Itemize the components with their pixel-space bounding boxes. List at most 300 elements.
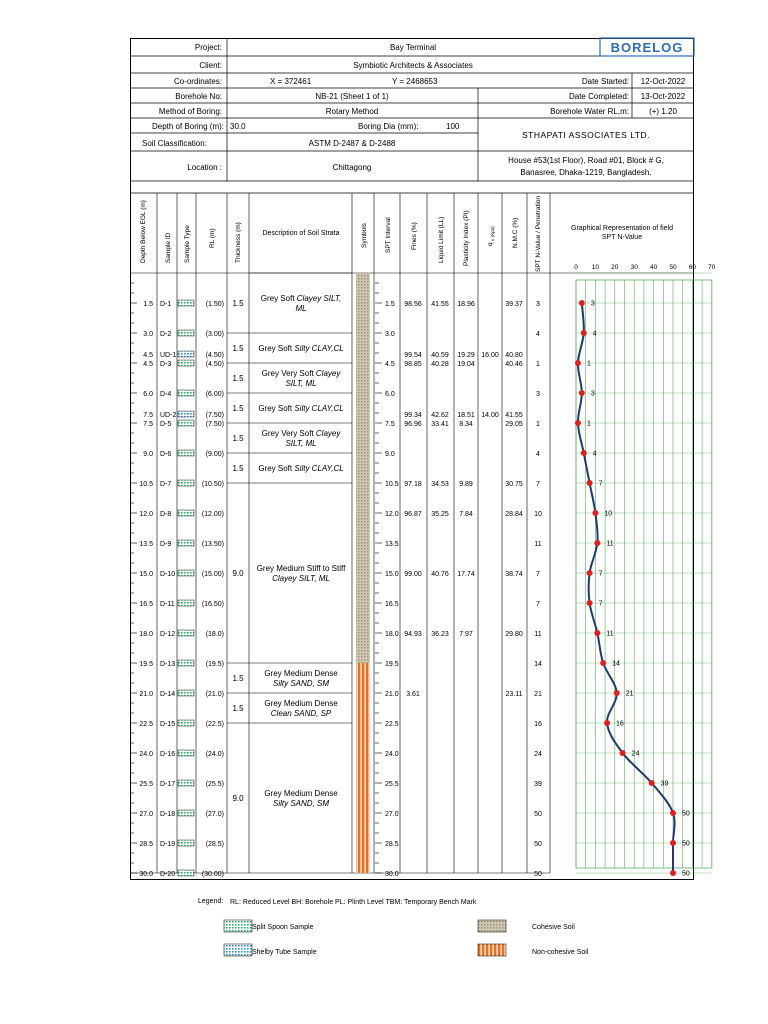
sample-id: D-20 xyxy=(160,871,176,878)
y-coordinate: Y = 2468653 xyxy=(392,77,438,86)
sample-depth: 25.5 xyxy=(139,781,153,788)
strata-description-italic: Silty CLAY,CL xyxy=(294,404,344,413)
spt-point xyxy=(592,510,598,516)
spt-point xyxy=(594,540,600,546)
spt-graph xyxy=(574,264,716,878)
spt-point-label: 3 xyxy=(590,300,595,308)
sample-rl: (16.50) xyxy=(201,601,224,608)
nmc-value: 29.80 xyxy=(505,631,523,638)
sample-id: UD-2 xyxy=(160,412,177,419)
depth-label: Depth of Boring (m): xyxy=(151,122,224,131)
spt-interval: 4.5 xyxy=(385,361,395,368)
col-pi-header: Plasticity Index (PI) xyxy=(463,210,470,266)
n-value: 3 xyxy=(536,301,540,308)
strata-description-italic: ML xyxy=(295,304,307,313)
spt-interval: 15.0 xyxy=(385,571,399,578)
strata-description-line2 xyxy=(273,679,329,688)
spt-point-label: 24 xyxy=(631,750,640,758)
fines-value: 96.87 xyxy=(404,511,422,518)
strata-description-text: Grey Soft xyxy=(258,344,295,353)
sample-id: D-17 xyxy=(160,781,176,788)
spt-point xyxy=(587,600,593,606)
soil-symbol xyxy=(356,453,370,483)
spt-point-label: 21 xyxy=(625,690,634,698)
strata-description xyxy=(264,669,338,678)
water-level: (+) 1.20 xyxy=(649,107,677,116)
strata-description-text: Grey Soft xyxy=(260,294,297,303)
strata-description-italic: SILT, ML xyxy=(285,439,317,448)
ll-value: 40.76 xyxy=(431,571,449,578)
strata-description xyxy=(258,464,343,473)
method-label: Method of Boring: xyxy=(158,107,222,116)
strata-description-line2 xyxy=(295,304,306,313)
strata-description xyxy=(261,294,341,303)
split-spoon-sample-icon xyxy=(178,690,194,696)
strata-description-italic: Silty SAND, SM xyxy=(272,679,330,688)
sample-rl: (30.00) xyxy=(201,871,224,878)
ll-value: 40.59 xyxy=(431,352,449,359)
nmc-value: 41.55 xyxy=(505,412,523,419)
sample-rl: (27.0) xyxy=(205,811,224,818)
noncohesive-swatch xyxy=(478,944,506,956)
soil-classification: ASTM D-2487 & D-2488 xyxy=(308,139,396,148)
shelby-swatch xyxy=(224,944,252,956)
fines-value: 97.18 xyxy=(404,481,422,488)
sample-depth: 1.5 xyxy=(143,301,153,308)
split-spoon-sample-icon xyxy=(178,390,194,396)
spt-point xyxy=(670,840,676,846)
sample-depth: 27.0 xyxy=(139,811,153,818)
sample-depth: 12.0 xyxy=(139,511,153,518)
soil-symbol xyxy=(356,333,370,363)
strata-description-text: Grey Medium Dense xyxy=(264,789,338,798)
col-qu-main: q xyxy=(487,242,494,246)
strata-description-text: Grey Medium Dense xyxy=(264,699,338,708)
ll-value: 42.62 xyxy=(431,412,449,419)
spt-point-label: 11 xyxy=(606,630,614,638)
graph-tick-label: 10 xyxy=(591,264,600,271)
qu-value: 16.00 xyxy=(481,352,499,359)
pi-value: 8.34 xyxy=(459,421,473,428)
split-spoon-sample-icon xyxy=(178,300,194,306)
strata-description-text: Grey Medium Stiff to Stiff xyxy=(256,564,346,573)
boring-method: Rotary Method xyxy=(325,107,379,116)
spt-point-label: 7 xyxy=(598,600,603,608)
spt-interval: 22.5 xyxy=(385,721,399,728)
date-started: 12-Oct-2022 xyxy=(640,77,686,86)
pi-value: 17.74 xyxy=(457,571,475,578)
sample-rl: (22.5) xyxy=(205,721,224,728)
sample-rl: (1.50) xyxy=(205,301,224,308)
fines-value: 98.56 xyxy=(404,301,422,308)
noncohesive-legend: Non-cohesive Soil xyxy=(532,949,589,956)
sample-depth: 18.0 xyxy=(139,631,153,638)
strata-description xyxy=(257,564,346,573)
project-label: Project: xyxy=(194,43,222,52)
borelog-title: BORELOG xyxy=(610,40,684,55)
sample-id: D-4 xyxy=(160,391,172,398)
spt-point-label: 4 xyxy=(592,330,597,338)
sample-id: D-6 xyxy=(160,451,172,458)
nmc-value: 23.11 xyxy=(505,691,523,698)
boring-depth: 30.0 xyxy=(230,122,246,131)
spt-point-label: 11 xyxy=(606,540,614,548)
split-spoon-sample-icon xyxy=(178,420,194,426)
soil-symbol xyxy=(356,273,370,333)
ll-value: 41.55 xyxy=(431,301,449,308)
nmc-value: 28.84 xyxy=(505,511,523,518)
date-started-label: Date Started: xyxy=(581,77,629,86)
ll-value: 33.41 xyxy=(431,421,449,428)
sample-rl: (12.00) xyxy=(201,511,224,518)
spt-point-label: 3 xyxy=(590,390,595,398)
project-name: Bay Terminal xyxy=(389,43,437,52)
split-spoon-swatch xyxy=(224,920,252,932)
sample-depth: 13.5 xyxy=(139,541,153,548)
n-value: 39 xyxy=(534,781,542,788)
sample-depth: 19.5 xyxy=(139,661,153,668)
col-rl-header: RL (m) xyxy=(209,228,216,248)
strata-thickness: 9.0 xyxy=(232,569,244,578)
sample-id: D-15 xyxy=(160,721,176,728)
strata-description-italic: Clean SAND, SP xyxy=(270,709,332,718)
n-value: 3 xyxy=(536,391,540,398)
sample-depth: 21.0 xyxy=(139,691,153,698)
col-symbols-header: Symbols xyxy=(361,223,368,248)
split-spoon-sample-icon xyxy=(178,720,194,726)
nmc-value: 40.80 xyxy=(505,352,523,359)
shelby-tube-sample-icon xyxy=(178,351,194,357)
sample-id: D-13 xyxy=(160,661,176,668)
sample-id: D-18 xyxy=(160,811,176,818)
spt-interval: 1.5 xyxy=(385,301,395,308)
sample-id: D-8 xyxy=(160,511,172,518)
spt-interval: 19.5 xyxy=(385,661,399,668)
sample-id: D-16 xyxy=(160,751,176,758)
spt-point-label: 10 xyxy=(604,510,613,518)
spt-point-label: 50 xyxy=(682,840,690,848)
sample-depth: 7.5 xyxy=(143,421,153,428)
col-ll-header: Liquid Limit (LL) xyxy=(438,216,445,263)
spt-point xyxy=(649,780,655,786)
strata-description xyxy=(262,369,342,378)
soil-symbol xyxy=(356,393,370,423)
graph-tick-label: 20 xyxy=(611,264,619,271)
strata-description-italic: Silty SAND, SM xyxy=(272,799,330,808)
sample-rl: (28.5) xyxy=(205,841,224,848)
n-value: 11 xyxy=(534,631,542,638)
graph-title-line-2: SPT N-Value xyxy=(601,234,643,241)
spt-interval: 21.0 xyxy=(385,691,399,698)
spt-point xyxy=(670,870,676,876)
strata-description xyxy=(258,344,343,353)
spt-interval: 3.0 xyxy=(385,331,395,338)
split-spoon-sample-icon xyxy=(178,840,194,846)
n-value: 16 xyxy=(534,721,542,728)
strata-thickness: 1.5 xyxy=(232,374,244,383)
sample-depth: 3.0 xyxy=(143,331,153,338)
sample-rl: (6.00) xyxy=(205,391,224,398)
sample-id: D-2 xyxy=(160,331,172,338)
spt-interval: 6.0 xyxy=(385,391,395,398)
col-nmc-header: N.M.C (%) xyxy=(512,217,519,248)
pi-value: 18.96 xyxy=(457,301,475,308)
strata-description xyxy=(264,699,338,708)
n-value: 7 xyxy=(536,481,540,488)
split-spoon-sample-icon xyxy=(178,630,194,636)
sample-rl: (13.50) xyxy=(201,541,224,548)
sample-rl: (24.0) xyxy=(205,751,224,758)
spt-interval: 9.0 xyxy=(385,451,395,458)
col-description-header: Description of Soil Strata xyxy=(262,230,340,237)
sample-rl: (15.00) xyxy=(201,571,224,578)
spt-point-label: 14 xyxy=(612,660,620,668)
strata-description-line2 xyxy=(272,574,330,583)
soil-symbol xyxy=(356,423,370,453)
col-fines-header: Fines (%) xyxy=(411,222,418,250)
spt-interval: 28.5 xyxy=(385,841,399,848)
spt-point xyxy=(614,690,620,696)
soil-symbol xyxy=(356,693,370,723)
legend-abbreviations: RL: Reduced Level BH: Borehole PL: Plinth Level TBM: Temporary Bench Mark xyxy=(230,899,477,906)
sample-rl: (3.00) xyxy=(205,331,224,338)
graph-title-line: Graphical Representation of field xyxy=(571,225,673,232)
spt-point-label: 50 xyxy=(682,810,690,818)
sample-depth: 6.0 xyxy=(143,391,153,398)
fines-value: 94.93 xyxy=(404,631,422,638)
cohesive-legend: Cohesive Soil xyxy=(532,924,575,931)
pi-value: 19.29 xyxy=(457,352,475,359)
sample-id: D-10 xyxy=(160,571,176,578)
graph-tick-label: 30 xyxy=(630,264,638,271)
split-spoon-sample-icon xyxy=(178,540,194,546)
split-spoon-sample-icon xyxy=(178,780,194,786)
sample-depth: 22.5 xyxy=(139,721,153,728)
location-label: Location : xyxy=(187,163,222,172)
spt-interval: 13.5 xyxy=(385,541,399,548)
strata-description-italic: Clayey SILT, ML xyxy=(272,574,330,583)
sample-depth: 24.0 xyxy=(139,751,153,758)
split-spoon-sample-icon xyxy=(178,870,194,876)
sample-rl: (7.50) xyxy=(205,421,224,428)
strata-description-line2 xyxy=(285,379,316,388)
spt-point-label: 39 xyxy=(660,780,669,788)
ll-value: 35.25 xyxy=(431,511,449,518)
col-thickness-header: Thickness (m) xyxy=(235,222,242,263)
strata-thickness: 1.5 xyxy=(232,404,244,413)
borehole-number: NB-21 (Sheet 1 of 1) xyxy=(315,92,389,101)
strata-description-text: Grey Soft xyxy=(258,404,295,413)
borelog-sheet xyxy=(130,38,716,880)
graph-tick-label: 60 xyxy=(688,264,697,271)
pi-value: 7.97 xyxy=(459,631,473,638)
n-value: 1 xyxy=(536,361,540,368)
pi-value: 19.04 xyxy=(457,361,475,368)
sample-depth: 4.5 xyxy=(143,352,153,359)
strata-description-text: Grey Very Soft xyxy=(261,369,316,378)
n-value: 10 xyxy=(534,511,542,518)
split-spoon-sample-icon xyxy=(178,480,194,486)
sample-depth: 9.0 xyxy=(143,451,153,458)
sample-id: D-19 xyxy=(160,841,176,848)
fines-value: 96.96 xyxy=(404,421,422,428)
spt-interval: 12.0 xyxy=(385,511,399,518)
table-grid xyxy=(130,193,694,873)
boring-dia-label: Boring Dia (mm): xyxy=(358,122,419,131)
soil-symbol xyxy=(356,363,370,393)
nmc-value: 29.05 xyxy=(505,421,523,428)
strata-description xyxy=(258,404,343,413)
strata-description xyxy=(264,789,338,798)
fines-value: 99.34 xyxy=(404,412,422,419)
n-value: 24 xyxy=(534,751,542,758)
nmc-value: 38.74 xyxy=(505,571,523,578)
location: Chittagong xyxy=(332,163,372,172)
company-name: STHAPATI ASSOCIATES LTD. xyxy=(521,130,651,140)
sample-id: D-1 xyxy=(160,301,172,308)
graph-tick-label: 50 xyxy=(669,264,677,271)
sample-rl: (25.5) xyxy=(205,781,224,788)
strata-description-text: Grey Medium Dense xyxy=(264,669,338,678)
split-spoon-sample-icon xyxy=(178,450,194,456)
sample-id: UD-1 xyxy=(160,352,177,359)
spt-point-label: 1 xyxy=(586,360,591,368)
address-line-1: House #53(1st Floor), Road #01, Block # G, xyxy=(508,156,664,165)
spt-point xyxy=(579,390,585,396)
client-label: Client: xyxy=(199,61,222,70)
split-spoon-sample-icon xyxy=(178,660,194,666)
sample-rl: (4.50) xyxy=(205,352,224,359)
spt-point xyxy=(581,330,587,336)
client-name: Symbiotic Architects & Associates xyxy=(353,61,473,70)
fines-value: 99.54 xyxy=(404,352,422,359)
spt-point xyxy=(604,720,610,726)
split-spoon-sample-icon xyxy=(178,600,194,606)
spt-point xyxy=(670,810,676,816)
strata-description-italic: Clayey SILT, xyxy=(296,294,342,303)
col-qu-header xyxy=(487,226,495,246)
nmc-value: 30.75 xyxy=(505,481,523,488)
sample-rl: (18.0) xyxy=(205,631,224,638)
sample-depth: 10.5 xyxy=(139,481,153,488)
legend xyxy=(190,894,670,964)
sample-id: D-14 xyxy=(160,691,176,698)
graph-tick-label: 0 xyxy=(574,264,578,271)
n-value: 50 xyxy=(534,871,542,878)
coordinates-label: Co-ordinates: xyxy=(173,77,222,86)
strata-description-text: Grey Very Soft xyxy=(261,429,316,438)
strata-thickness: 1.5 xyxy=(232,464,244,473)
sample-rl: (9.00) xyxy=(205,451,224,458)
n-value: 14 xyxy=(534,661,542,668)
spt-interval: 7.5 xyxy=(385,421,395,428)
nmc-value: 40.46 xyxy=(505,361,523,368)
spt-point-label: 4 xyxy=(592,450,597,458)
n-value: 21 xyxy=(534,691,542,698)
address-line-2: Banasree, Dhaka-1219, Bangladesh. xyxy=(520,168,652,177)
col-qu-sub: u (Kpa) xyxy=(490,226,495,241)
soil-symbol xyxy=(356,663,370,693)
spt-point xyxy=(581,450,587,456)
strata-description-line2 xyxy=(273,799,329,808)
n-value: 50 xyxy=(534,811,542,818)
ll-value: 40.28 xyxy=(431,361,449,368)
strata-description-italic: Clayey xyxy=(315,429,341,438)
split-spoon-sample-icon xyxy=(178,750,194,756)
strata-description-line2 xyxy=(271,709,332,718)
n-value: 4 xyxy=(536,451,540,458)
sample-rl: (19.5) xyxy=(205,661,224,668)
spt-point xyxy=(600,660,606,666)
qu-value: 14.00 xyxy=(481,412,499,419)
sample-depth: 15.0 xyxy=(139,571,153,578)
sample-id: D-9 xyxy=(160,541,172,548)
sample-rl: (21.0) xyxy=(205,691,224,698)
fines-value: 99.00 xyxy=(404,571,422,578)
pi-value: 9.89 xyxy=(459,481,473,488)
graph-tick-label: 40 xyxy=(649,264,658,271)
graph-tick-label: 70 xyxy=(708,264,716,271)
strata-thickness: 1.5 xyxy=(232,704,244,713)
spt-interval: 10.5 xyxy=(385,481,399,488)
split-spoon-sample-icon xyxy=(178,360,194,366)
borehole-label: Borehole No: xyxy=(175,92,222,101)
sample-id: D-7 xyxy=(160,481,172,488)
soil-symbol xyxy=(356,483,370,663)
pi-value: 7.84 xyxy=(459,511,473,518)
spt-point xyxy=(575,420,581,426)
sample-id: D-3 xyxy=(160,361,172,368)
strata-description-italic: Clayey xyxy=(315,369,341,378)
sample-id: D-5 xyxy=(160,421,172,428)
spt-interval: 18.0 xyxy=(385,631,399,638)
sample-depth: 4.5 xyxy=(143,361,153,368)
strata-thickness: 1.5 xyxy=(232,674,244,683)
sample-id: D-11 xyxy=(160,601,175,608)
split-spoon-sample-icon xyxy=(178,510,194,516)
sample-rl: (10.50) xyxy=(201,481,224,488)
spt-interval: 27.0 xyxy=(385,811,399,818)
ll-value: 34.53 xyxy=(431,481,449,488)
col-nvalue-header: SPT N-Value / Penetration xyxy=(535,196,542,272)
sample-rl: (7.50) xyxy=(205,412,224,419)
spt-point xyxy=(594,630,600,636)
shelby-legend: Shelby Tube Sample xyxy=(252,949,317,956)
boring-dia: 100 xyxy=(446,122,460,131)
legend-label: Legend: xyxy=(198,898,224,905)
strata-description-text: Grey Soft xyxy=(258,464,295,473)
strata-thickness: 1.5 xyxy=(232,344,244,353)
spt-point-label: 7 xyxy=(598,480,603,488)
n-value: 50 xyxy=(534,841,542,848)
split-spoon-sample-icon xyxy=(178,570,194,576)
water-level-label: Borehole Water RL,m: xyxy=(550,107,629,116)
spt-point xyxy=(575,360,581,366)
n-value: 1 xyxy=(536,421,540,428)
soil-symbol xyxy=(356,723,370,873)
spt-interval: 16.5 xyxy=(385,601,399,608)
col-sample-id-header: Sample ID xyxy=(165,232,172,263)
strata-description-italic: Silty CLAY,CL xyxy=(294,344,344,353)
n-value: 7 xyxy=(536,571,540,578)
ll-value: 36.23 xyxy=(431,631,449,638)
soil-classification-label: Soil Classification: xyxy=(142,139,207,148)
sample-depth: 28.5 xyxy=(139,841,153,848)
spt-point-label: 1 xyxy=(586,420,591,428)
nmc-value: 39.37 xyxy=(505,301,523,308)
sample-depth: 30.0 xyxy=(139,871,153,878)
spt-point-label: 50 xyxy=(682,870,690,878)
